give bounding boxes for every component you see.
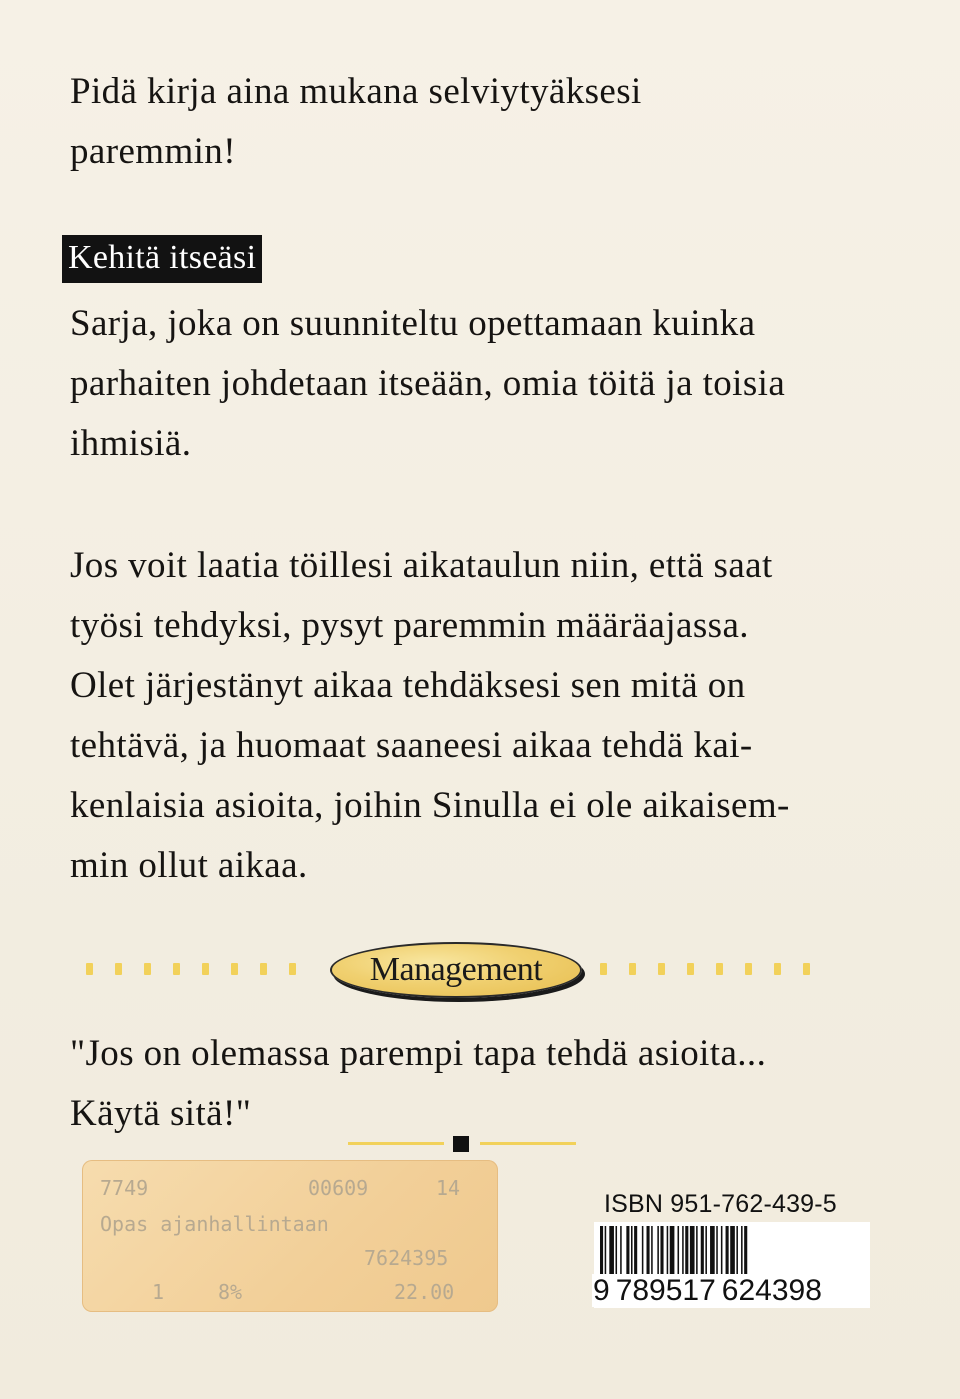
barcode-bar: [744, 1226, 747, 1274]
main-text-line: min ollut aikaa.: [70, 845, 308, 886]
barcode-bar: [651, 1226, 653, 1274]
barcode-bar: [647, 1226, 650, 1274]
barcode-bar: [670, 1226, 675, 1274]
sticker-vat: 8%: [218, 1280, 243, 1304]
decorative-square: [453, 1136, 469, 1152]
main-text: [70, 536, 900, 896]
barcode-bar: [696, 1226, 698, 1274]
series-description-line: parhaiten johdetaan itseään, omia töitä ja toisia: [70, 363, 786, 404]
barcode-bar: [600, 1226, 603, 1274]
barcode-bar: [605, 1226, 607, 1274]
sticker-number-small: 14: [436, 1176, 461, 1200]
series-description-line: ihmisiä.: [70, 423, 192, 464]
ean-group-1: 789517: [615, 1274, 716, 1307]
price-sticker: [82, 1160, 498, 1312]
decorative-dashes-left: [86, 963, 296, 977]
barcode-bar: [634, 1226, 637, 1274]
series-description: [70, 294, 900, 474]
ean-first-digit: 9: [593, 1274, 610, 1307]
isbn-number: ISBN 951-762-439-5: [604, 1190, 837, 1218]
barcode-bar: [626, 1226, 629, 1274]
ean-digits: [592, 1274, 823, 1308]
main-text-line: tehtävä, ja huomaat saaneesi aikaa tehdä kai-: [70, 725, 753, 766]
barcode-bar: [730, 1226, 735, 1274]
quote-line: "Jos on olemassa parempi tapa tehdä asioita...: [70, 1033, 767, 1074]
quote: [70, 1024, 900, 1144]
intro-line: paremmin!: [70, 131, 236, 172]
sticker-product-code: 7624395: [364, 1246, 449, 1270]
main-text-line: kenlaisia asioita, joihin Sinulla ei ole aikaisem-: [70, 785, 790, 826]
barcode-bar: [721, 1226, 723, 1274]
barcode-bar: [667, 1226, 669, 1274]
barcode-bar: [741, 1226, 743, 1274]
ean-group-2: 624398: [721, 1274, 822, 1307]
series-description-line: Sarja, joka on suunniteltu opettamaan kuinka: [70, 303, 756, 344]
sticker-quantity: 1: [152, 1280, 165, 1304]
sticker-number: 00609: [308, 1176, 369, 1200]
series-heading: Kehitä itseäsi: [62, 235, 262, 283]
barcode-bar: [616, 1226, 618, 1274]
main-text-line: työsi tehdyksi, pysyt paremmin määräajassa.: [70, 605, 749, 646]
barcode-bar: [736, 1226, 738, 1274]
barcode-bar: [690, 1226, 695, 1274]
barcode-bar: [642, 1226, 644, 1274]
barcode-bar: [682, 1226, 684, 1274]
barcode-bar: [716, 1226, 718, 1274]
quote-line: Käytä sitä!": [70, 1093, 252, 1134]
barcode-bar: [726, 1226, 729, 1274]
main-text-line: Olet järjestänyt aikaa tehdäksesi sen mitä on: [70, 665, 746, 706]
sticker-title: Opas ajanhallintaan: [100, 1212, 329, 1236]
intro-line: Pidä kirja aina mukana selviytyäksesi: [70, 71, 642, 112]
barcode-bar: [705, 1226, 707, 1274]
sticker-price: 22.00: [394, 1280, 455, 1304]
barcode-bar: [620, 1226, 622, 1274]
barcode-bar: [660, 1226, 663, 1274]
management-badge: [330, 942, 582, 1002]
badge-label: Management: [369, 951, 543, 988]
decorative-line-left: [348, 1142, 444, 1145]
barcode-bar: [631, 1226, 633, 1274]
barcode-bar: [710, 1226, 715, 1274]
barcode-bar: [685, 1226, 688, 1274]
barcode-bar: [657, 1226, 659, 1274]
main-text-line: Jos voit laatia töillesi aikataulun niin, että saat: [70, 545, 773, 586]
sticker-code: 7749: [100, 1176, 149, 1200]
barcode-bar: [701, 1226, 704, 1274]
barcode-bar: [678, 1226, 680, 1274]
barcode-bar: [609, 1226, 614, 1274]
decorative-line-right: [480, 1142, 576, 1145]
decorative-dashes-right: [600, 963, 810, 977]
intro-text: [70, 62, 770, 182]
